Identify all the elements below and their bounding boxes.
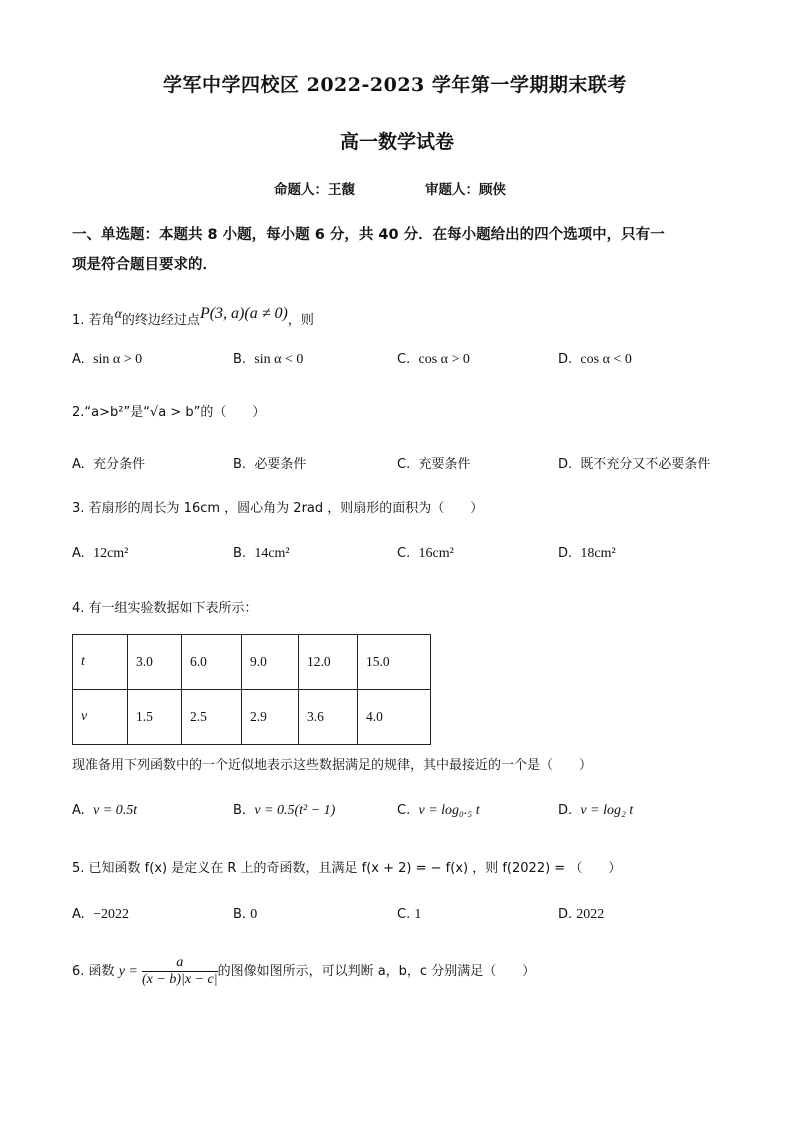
option-text: 14cm² [254,546,290,561]
data-table [72,634,431,745]
q1-option-d[interactable] [558,352,632,368]
question-1 [72,305,314,329]
option-text: 0 [250,907,258,922]
option-label: C. [397,907,411,922]
option-label: C. [397,803,411,818]
q2-number: 2. [72,405,85,420]
option-label: A. [72,907,85,922]
table-cell: 6.0 [182,635,242,690]
q6-lhs: y = [118,964,138,979]
q1-option-b[interactable] [233,352,303,368]
option-text: −2022 [93,907,129,922]
q6-denominator: (x − b)|x − c| [142,972,218,987]
option-text: 16cm² [418,546,454,561]
q2-option-a[interactable] [72,453,145,472]
option-label: B. [233,352,247,367]
question-2 [72,401,265,420]
option-label: B. [233,907,247,922]
question-3 [72,497,483,516]
option-label: C. [397,352,411,367]
q4-option-d[interactable] [558,803,633,819]
option-math: cos α < 0 [580,352,632,367]
question-6 [72,955,535,988]
reviewer-label: 审题人：顾侠 [425,182,506,198]
q6-numerator: a [142,955,218,972]
q6-text-a: 函数 [88,964,115,979]
q6-text-b: 的图像如图所示，可以判断 a，b，c 分别满足（ ） [217,964,536,979]
option-text: 1 [414,907,422,922]
q2-text: “a>b²”是“√a > b”的（ ） [84,405,266,420]
option-label: D. [558,352,573,367]
option-math: v = log₀.₅ t [418,803,480,818]
q1-number: 1. [72,313,85,328]
option-label: A. [72,803,85,818]
option-math: v = 0.5(t² − 1) [254,803,336,818]
option-label: B. [233,457,247,472]
table-cell: 3.6 [299,690,358,745]
q1-text-b: 的终边经过点 [121,313,200,328]
q4-number: 4. [72,601,85,616]
option-label: D. [558,907,573,922]
option-math: sin α < 0 [254,352,304,367]
table-cell: 3.0 [128,635,182,690]
q5-text: 已知函数 f(x) 是定义在 R 上的奇函数，且满足 f(x + 2) = − f(x) ，则 f(2022) = （ ） [88,861,622,876]
q3-option-a[interactable] [72,546,128,562]
option-label: C. [397,546,411,561]
q1-text-a: 若角 [88,313,115,328]
option-text: 必要条件 [254,457,307,472]
question-4 [72,597,258,616]
q5-option-d[interactable] [558,907,604,923]
table-cell: v [73,690,128,745]
q6-fraction [142,955,218,988]
table-cell: t [73,635,128,690]
option-label: D. [558,803,573,818]
exam-subtitle: 高一数学试卷 [340,131,455,153]
table-cell: 2.9 [242,690,299,745]
q3-option-b[interactable] [233,546,290,562]
q1-point: P(3, a)(a ≠ 0) [199,305,288,322]
q4-text: 有一组实验数据如下表所示： [88,601,258,616]
q5-option-a[interactable] [72,907,129,923]
q6-number: 6. [72,964,85,979]
q4-after-text: 现准备用下列函数中的一个近似地表示这些数据满足的规律，其中最接近的一个是（ ） [72,758,593,773]
table-row [73,690,431,745]
exam-title: 学军中学四校区 2022-2023 学年第一学期期末联考 [163,74,627,96]
option-label: B. [233,546,247,561]
option-math: v = log₂ t [580,803,634,818]
section-heading-line2: 项是符合题目要求的． [72,257,217,273]
q5-option-c[interactable] [397,907,421,923]
option-label: C. [397,457,411,472]
table-cell: 4.0 [358,690,431,745]
q1-option-a[interactable] [72,352,142,368]
q3-number: 3. [72,501,85,516]
option-math: v = 0.5t [93,803,138,818]
option-text: 充要条件 [418,457,471,472]
q3-option-d[interactable] [558,546,616,562]
q1-text-c: ，则 [287,313,314,328]
q3-text: 若扇形的周长为 16cm ，圆心角为 2rad ，则扇形的面积为（ ） [88,501,484,516]
table-cell: 2.5 [182,690,242,745]
option-math: sin α > 0 [93,352,143,367]
option-text: 18cm² [580,546,616,561]
q2-option-c[interactable] [397,453,471,472]
option-label: A. [72,352,85,367]
q5-option-b[interactable] [233,907,257,923]
q5-number: 5. [72,861,85,876]
option-label: A. [72,546,85,561]
option-label: D. [558,457,573,472]
table-cell: 15.0 [358,635,431,690]
option-text: 既不充分又不必要条件 [580,457,711,472]
question-5 [72,857,621,876]
q4-option-c[interactable] [397,803,480,819]
table-cell: 1.5 [128,690,182,745]
option-text: 2022 [576,907,605,922]
table-cell: 12.0 [299,635,358,690]
option-label: B. [233,803,247,818]
q2-option-d[interactable] [558,453,710,472]
option-text: 充分条件 [93,457,146,472]
section-heading-line1: 一、单选题：本题共 8 小题，每小题 6 分，共 40 分．在每小题给出的四个选项中，只有一 [72,227,665,243]
option-text: 12cm² [93,546,129,561]
q3-option-c[interactable] [397,546,454,562]
option-label: D. [558,546,573,561]
option-math: cos α > 0 [418,352,470,367]
table-cell: 9.0 [242,635,299,690]
q1-alpha: α [114,307,122,322]
q2-option-b[interactable] [233,453,306,472]
q1-option-c[interactable] [397,352,470,368]
q4-option-a[interactable] [72,803,137,819]
option-label: A. [72,457,85,472]
author-label: 命题人：王馥 [274,182,355,198]
q4-option-b[interactable] [233,803,335,819]
table-row [73,635,431,690]
